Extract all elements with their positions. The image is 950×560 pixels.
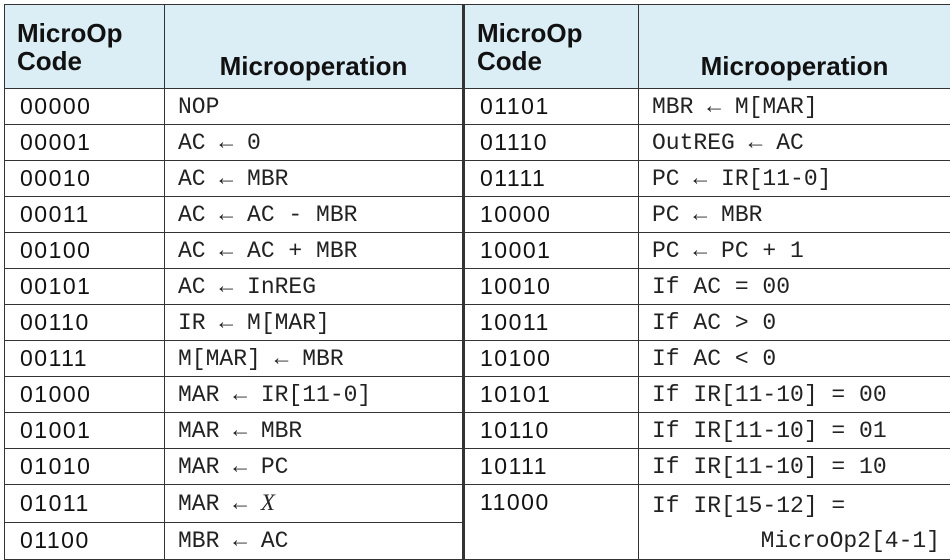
table-row — [5, 377, 950, 413]
right-op-header: Microoperation — [639, 5, 950, 89]
table-body — [5, 89, 950, 560]
right-op-cell — [639, 413, 950, 449]
op-text: MAR ← PC — [178, 454, 288, 480]
op-text: If IR[11-10] = 01 — [652, 418, 887, 444]
right-op-cell — [639, 161, 950, 197]
table-row — [5, 413, 950, 449]
table-row — [5, 89, 950, 125]
table-row — [5, 197, 950, 233]
left-code-cell: 00100 — [5, 233, 165, 269]
left-op-header: Microoperation — [165, 5, 464, 89]
table-row — [5, 341, 950, 377]
op-italic-text: X — [261, 490, 275, 515]
right-code-header-line2: Code — [477, 46, 542, 76]
left-code-header-line2: Code — [17, 46, 82, 76]
left-code-cell: 01011 — [5, 485, 165, 523]
table-row — [5, 233, 950, 269]
op-text: MBR ← AC — [178, 528, 288, 554]
left-op-cell — [165, 485, 464, 523]
op-text: M[MAR] ← MBR — [178, 346, 344, 372]
right-op-cell — [639, 125, 950, 161]
right-op-cell — [639, 89, 950, 125]
table-row — [5, 161, 950, 197]
right-op-cell — [639, 233, 950, 269]
op-text: PC ← IR[11-0] — [652, 166, 831, 192]
left-op-cell — [165, 89, 464, 125]
op-text: If AC > 0 — [652, 310, 776, 336]
op-text: MAR ← IR[11-0] — [178, 382, 371, 408]
microoperation-table — [4, 4, 950, 560]
left-op-cell — [165, 449, 464, 485]
op-text: If AC < 0 — [652, 346, 776, 372]
op-line: MicroOp2[4-1] — [652, 524, 940, 559]
right-op-cell — [639, 341, 950, 377]
right-code-cell: 10000 — [464, 197, 639, 233]
op-text: AC ← AC - MBR — [178, 202, 357, 228]
right-code-cell: 10100 — [464, 341, 639, 377]
header-row — [5, 5, 950, 89]
left-code-cell: 00111 — [5, 341, 165, 377]
op-text: PC ← PC + 1 — [652, 238, 804, 264]
right-code-cell: 01110 — [464, 125, 639, 161]
table-row — [5, 305, 950, 341]
right-code-cell: 10001 — [464, 233, 639, 269]
op-text: AC ← AC + MBR — [178, 238, 357, 264]
op-text: AC ← 0 — [178, 130, 261, 156]
left-code-cell: 00000 — [5, 89, 165, 125]
op-line: If IR[15-12] = — [652, 489, 940, 524]
left-code-cell: 00011 — [5, 197, 165, 233]
left-op-cell — [165, 413, 464, 449]
right-op-cell — [639, 377, 950, 413]
table-row — [5, 449, 950, 485]
left-op-cell — [165, 233, 464, 269]
op-text: PC ← MBR — [652, 202, 762, 228]
right-code-header — [464, 5, 639, 89]
left-code-cell: 01000 — [5, 377, 165, 413]
op-text: OutREG ← AC — [652, 130, 804, 156]
left-code-cell: 00001 — [5, 125, 165, 161]
right-op-cell — [639, 305, 950, 341]
op-text: If IR[11-10] = 00 — [652, 382, 887, 408]
left-code-cell: 00101 — [5, 269, 165, 305]
op-text: AC ← MBR — [178, 166, 288, 192]
left-op-cell — [165, 269, 464, 305]
left-code-header — [5, 5, 165, 89]
right-op-cell — [639, 269, 950, 305]
right-code-cell: 01111 — [464, 161, 639, 197]
right-op-cell — [639, 197, 950, 233]
right-op-cell — [639, 449, 950, 485]
left-code-cell: 00110 — [5, 305, 165, 341]
op-text: AC ← InREG — [178, 274, 316, 300]
right-code-cell: 01101 — [464, 89, 639, 125]
op-text: IR ← M[MAR] — [178, 310, 330, 336]
right-op-cell — [639, 485, 950, 560]
right-code-cell: 10101 — [464, 377, 639, 413]
op-text: If IR[11-10] = 10 — [652, 454, 887, 480]
left-op-cell — [165, 125, 464, 161]
left-code-cell: 01100 — [5, 522, 165, 560]
right-code-cell: 11000 — [464, 485, 639, 560]
op-text: MAR ← — [178, 491, 261, 517]
left-code-header-line1: MicroOp — [17, 18, 122, 48]
table-row — [5, 125, 950, 161]
right-code-cell: 10110 — [464, 413, 639, 449]
op-text: If AC = 00 — [652, 274, 790, 300]
op-text: NOP — [178, 94, 219, 120]
left-op-cell — [165, 522, 464, 560]
left-op-cell — [165, 305, 464, 341]
left-op-cell — [165, 377, 464, 413]
left-op-cell — [165, 197, 464, 233]
left-op-cell — [165, 161, 464, 197]
right-code-cell: 10011 — [464, 305, 639, 341]
left-code-cell: 00010 — [5, 161, 165, 197]
right-code-cell: 10111 — [464, 449, 639, 485]
table-row — [5, 485, 950, 523]
left-code-cell: 01010 — [5, 449, 165, 485]
left-code-cell: 01001 — [5, 413, 165, 449]
op-text: MAR ← MBR — [178, 418, 302, 444]
left-op-cell — [165, 341, 464, 377]
op-text: MBR ← M[MAR] — [652, 94, 818, 120]
right-code-header-line1: MicroOp — [477, 18, 582, 48]
right-code-cell: 10010 — [464, 269, 639, 305]
table-row — [5, 269, 950, 305]
